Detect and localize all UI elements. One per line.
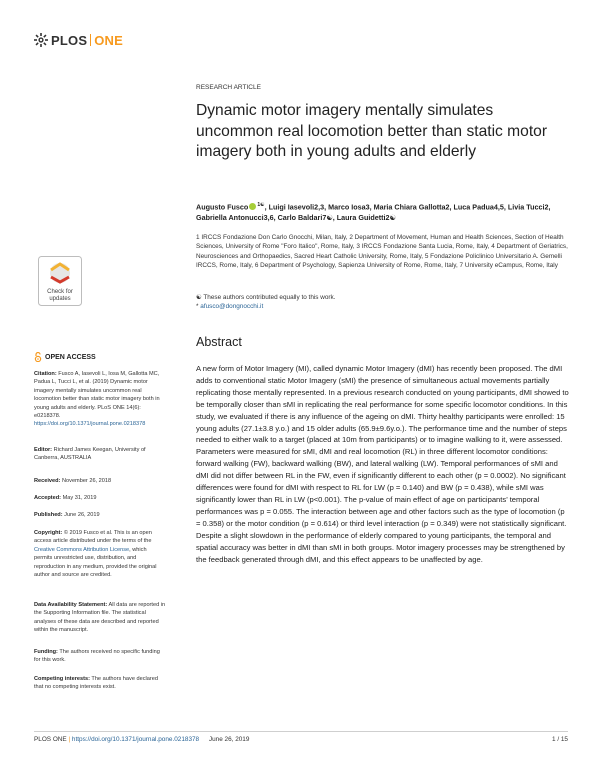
data-availability-text: All data are reported in the Supporting Information file. The statistical analyses of these data are described and reported within the manuscript. [34,602,166,634]
author-list [196,200,568,223]
footer-doi-link[interactable]: https://doi.org/10.1371/journal.pone.0218378 [71,736,200,743]
author-rest[interactable]: , Luigi Iasevoli2,3, Marco Iosa3, Maria Chiara Gallotta2, Luca Padua4,5, Livia Tucci2, Gabriella Antonucci3,6, Carlo Baldari7☯, Laura Guidetti2☯ [196,202,551,222]
accepted-block [34,494,166,502]
plos-sunburst-icon [34,33,48,47]
citation-doi-link[interactable]: https://doi.org/10.1371/journal.pone.0218378 [34,421,146,428]
plos-one-logo [34,33,123,47]
editor-label: Editor: [34,447,53,453]
citation-label: Citation: [34,371,57,377]
editor-block [34,446,166,463]
page-footer [34,736,249,743]
corresponding-marker: * [196,303,201,311]
abstract-heading: Abstract [196,335,242,349]
footer-divider [34,731,568,732]
open-access-text: OPEN ACCESS [45,353,96,361]
accepted-date: May 31, 2019 [61,495,97,501]
corresponding-author-note [196,302,568,311]
data-availability-block [34,601,166,635]
editor-text: Richard James Keegan, University of Canberra, AUSTRALIA [34,447,146,462]
article-type: RESEARCH ARTICLE [196,84,261,91]
affiliations: 1 IRCCS Fondazione Don Carlo Gnocchi, Milan, Italy, 2 Department of Movement, Human and Health Sciences, Section of Health Sciences, University of Rome "Foro Italico", Rome, Italy, 3 IRCCS Fondazione Santa Lucia, Rome, Italy, 4 Department of Geriatrics, Neurosciences and Orthopaedics, Sacred Heart Catholic University, Rome, Italy, 5 Fondazione Policlinico Universitario A. Gemelli IRCCS, Rome, Italy, 6 Department of Psychology, Sapienza University of Rome, Rome, Italy, 7 University eCampus, Rome, Italy [196,234,568,269]
competing-interests-label: Competing interests: [34,676,90,682]
funding-text: The authors received no specific funding for this work. [34,649,160,664]
received-block [34,477,166,485]
copyright-text-2: , which permits unrestricted use, distribution, and reproduction in any medium, provided the original author and source are credited. [34,546,157,579]
logo-plos-text: PLOS [51,32,88,48]
article-title: Dynamic motor imagery mentally simulates uncommon real locomotion better than static motor imagery both in young adults and elderly [196,102,548,160]
accepted-label: Accepted: [34,495,62,501]
abstract-text: A new form of Motor Imagery (MI), called dynamic Motor Imagery (dMI) has recently been proposed. The dMI adds to conventional static Motor Imagery (sMI) the presence of simultaneous actual movements partially replicating those mentally represented. In a previous research conducted on young participants, dMI showed to be temporally closer than sMI in replicating the real performance for some specific locomotor conditions. In this study, we evaluated if there is any influence of the ageing on dMI. Thirty healthy participants were enrolled: 15 young adults (27.1±3.8 y.o.) and 15 older adults (65.9±9.6y.o.). The performance time and the number of steps needed to either walk to a target (placed at 10m from participants) or to imagine walking to it, were assessed. Parameters were measured for sMI, dMI and real locomotion (RL) in three different locomotor conditions: forward walking (FW), backward walking (BW), and lateral walking (LW). Temporal performances of sMI and dMI did not differ between RL in the FW, even if significantly different to each other (p = 0.0002). No significant differences were found for dMI with respect to RL for LW (p = 0.140) and BW (p = 0.438), while sMI was significantly lower than RL in LW (p<0.001). The p-value of main effect of age on participants’ temporal performances was p = 0.055. The interaction between age and other factors such as the type of locomotion (p = 0.358) or the motor condition (p = 0.614) or third level interaction (p = 0.349) were not statistically significant. Despite a slight slowdown in the performance of elderly compared to young participants, the temporal and spatial accuracy was better in dMI than sMI in both groups. Motor imagery processes may be strengthened by the feedback generated through dMI, and this effect appears to be unaffected by age. [196,364,569,564]
check-updates-line2: updates [49,296,71,302]
author-first[interactable]: Augusto Fusco [196,202,249,212]
citation-text: Fusco A, Iasevoli L, Iosa M, Gallotta MC, Padua L, Tucci L, et al. (2019) Dynamic motor imagery mentally simulates uncommon real locomotion better than static motor imagery both in young adults and elderly. PLoS ONE 14(6): e0218378. [34,371,160,420]
competing-interests-block [34,675,166,692]
footer-date: June 26, 2019 [208,736,250,743]
published-label: Published: [34,512,63,518]
orcid-icon[interactable] [249,203,256,210]
author-notes [196,293,568,312]
copyright-block [34,529,166,579]
check-for-updates-badge[interactable] [38,256,82,306]
footer-journal: PLOS ONE [34,736,67,743]
logo-one-text: ONE [94,32,123,48]
data-availability-label: Data Availability Statement: [34,602,108,608]
equal-contribution-note: ☯ These authors contributed equally to this work. [196,294,336,301]
cc-license-link[interactable]: Creative Commons Attribution License [34,546,130,553]
check-updates-line1: Check for [47,289,73,295]
author-first-affil: 1☯ [257,202,265,208]
competing-interests-text: The authors have declared that no competing interests exist. [34,676,158,691]
published-block [34,511,166,519]
published-date: June 26, 2019 [62,512,100,518]
funding-block [34,648,166,665]
check-for-updates-icon [50,263,70,283]
received-label: Received: [34,478,61,484]
open-lock-icon [34,352,42,362]
logo-divider [90,34,91,46]
page-number: 1 / 15 [552,736,568,743]
citation-block [34,370,166,429]
copyright-label: Copyright: [34,530,63,536]
open-access-label [34,352,96,362]
corresponding-email-link[interactable]: afusco@dongnocchi.it [200,303,264,311]
funding-label: Funding: [34,649,58,655]
copyright-text-1: © 2019 Fusco et al. This is an open access article distributed under the terms of the [34,530,152,545]
footer-separator: | [66,736,72,743]
received-date: November 26, 2018 [60,478,112,484]
